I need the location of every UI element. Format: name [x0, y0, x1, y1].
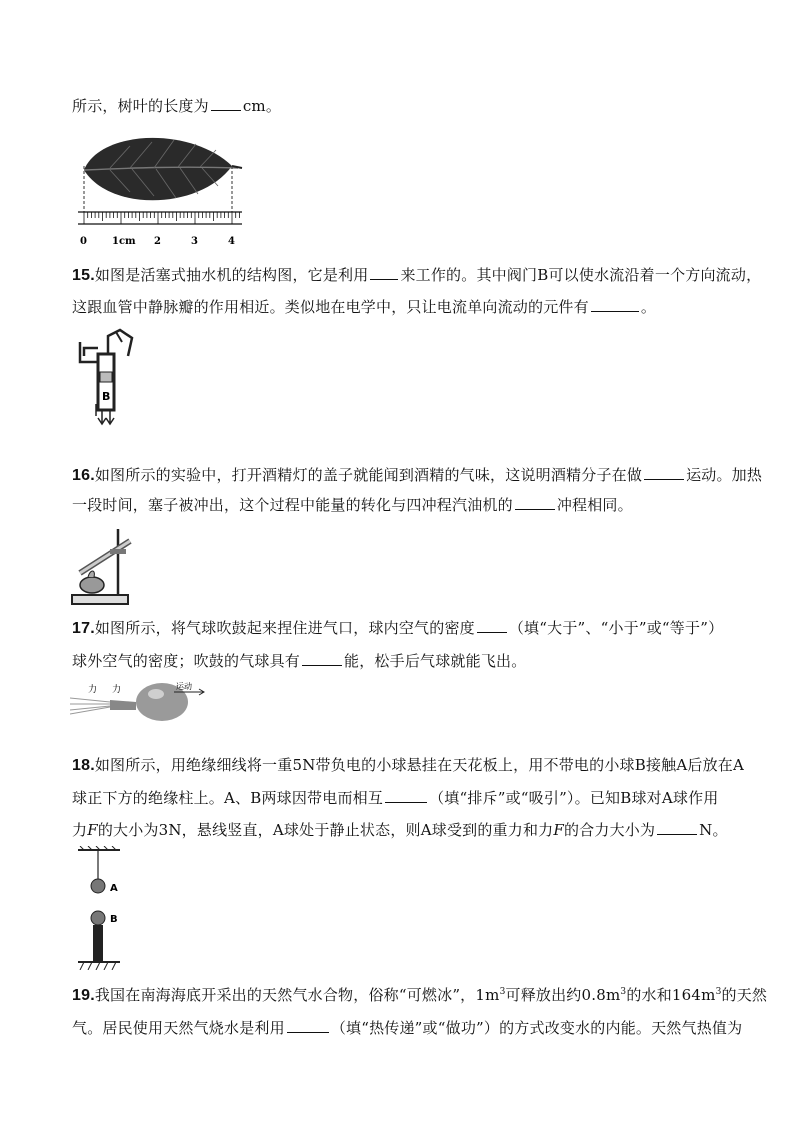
ruler-label-2: 2 — [154, 236, 161, 247]
q14-text — [72, 96, 281, 116]
force-label-1: 力 — [88, 685, 98, 695]
ruler-label-4: 4 — [228, 236, 235, 247]
q18-line3 — [72, 820, 728, 840]
q18-line2 — [72, 788, 719, 808]
valve-b-label: B — [102, 390, 111, 403]
q16-number: 16. — [72, 467, 95, 484]
ball-a-label: A — [110, 883, 118, 894]
q19-sup-3: 3 — [715, 987, 722, 997]
q18-text-f: 的合力大小为 — [563, 821, 656, 839]
q16-answer-blank-1[interactable] — [644, 465, 684, 480]
pump-figure — [76, 328, 140, 428]
q15-line1 — [72, 265, 761, 286]
q17-line1 — [72, 618, 723, 639]
force-label-2: 力 — [112, 685, 122, 695]
q19-text-d: 的天然 — [721, 986, 768, 1004]
q14-text-b: cm。 — [242, 97, 282, 115]
q18-answer-blank-2[interactable] — [657, 820, 697, 835]
ruler-label-1cm: 1cm — [112, 236, 136, 247]
q19-number: 19. — [72, 987, 95, 1004]
q15-number: 15. — [72, 267, 95, 284]
q19-text-f: （填“热传递”或“做功”）的方式改变水的内能。天然气热值为 — [330, 1019, 743, 1037]
q19-sup-1: 3 — [499, 987, 506, 997]
q15-text-d: 。 — [640, 298, 657, 316]
q19-text-b: 可释放出约0.8m — [505, 986, 621, 1004]
charged-balls-figure — [74, 846, 134, 970]
q16-text-c: 一段时间，塞子被冲出，这个过程中能量的转化与四冲程汽油机的 — [72, 496, 513, 514]
q16-text-b: 运动。加热 — [686, 466, 763, 484]
q15-line2 — [72, 297, 656, 317]
q19-answer-blank[interactable] — [287, 1018, 329, 1033]
q19-line2 — [72, 1018, 742, 1038]
ball-b-label: B — [110, 914, 118, 925]
q18-text-a: 如图所示，用绝缘细线将一重5N带负电的小球悬挂在天花板上，用不带电的小球B接触A后放在A — [94, 756, 745, 774]
q16-text-a: 如图所示的实验中，打开酒精灯的盖子就能闻到酒精的气味，这说明酒精分子在做 — [94, 466, 643, 484]
q18-text-c: （填“排斥”或“吸引”）。已知B球对A球作用 — [429, 789, 719, 807]
balloon-figure — [70, 680, 210, 730]
q14-answer-blank[interactable] — [211, 96, 241, 111]
q17-text-c: 球外空气的密度；吹鼓的气球具有 — [72, 652, 301, 670]
q16-line1 — [72, 465, 762, 486]
q17-text-b: （填“大于”、“小于”或“等于”） — [508, 619, 724, 637]
ruler-label-3: 3 — [191, 236, 198, 247]
q16-text-d: 冲程相同。 — [556, 496, 633, 514]
q15-text-a: 如图是活塞式抽水机的结构图，它是利用 — [94, 266, 369, 284]
q14-text-a: 所示，树叶的长度为 — [72, 97, 209, 115]
q17-text-d: 能，松手后气球就能飞出。 — [344, 652, 527, 670]
ruler — [78, 212, 242, 224]
leaf-ruler-figure — [70, 128, 250, 250]
q18-number: 18. — [72, 757, 95, 774]
q15-answer-blank-2[interactable] — [591, 297, 639, 312]
q18-line1 — [72, 755, 744, 776]
q19-text-e: 气。居民使用天然气烧水是利用 — [72, 1019, 285, 1037]
q19-line1 — [72, 985, 767, 1006]
q17-line2 — [72, 651, 526, 671]
q17-answer-blank-1[interactable] — [477, 618, 507, 633]
motion-label: 运动 — [176, 682, 192, 691]
force-f-symbol-2: F — [553, 821, 564, 839]
q19-text-a: 我国在南海海底开采出的天然气水合物，俗称“可燃冰”，1m — [94, 986, 500, 1004]
q17-answer-blank-2[interactable] — [302, 651, 342, 666]
ruler-label-0: 0 — [80, 236, 87, 247]
q15-text-c: 这跟血管中静脉瓣的作用相近。类似地在电学中，只让电流单向流动的元件有 — [72, 298, 589, 316]
q18-text-e: 的大小为3N，悬线竖直，A球处于静止状态，则A球受到的重力和力 — [97, 821, 554, 839]
q17-number: 17. — [72, 620, 95, 637]
q18-text-g: N。 — [699, 821, 728, 839]
q15-answer-blank-1[interactable] — [370, 265, 398, 280]
alcohol-lamp-figure — [70, 525, 136, 607]
q16-answer-blank-2[interactable] — [515, 495, 555, 510]
q16-line2 — [72, 495, 633, 515]
q18-text-b: 球正下方的绝缘柱上。A、B两球因带电而相互 — [72, 789, 384, 807]
q18-text-d: 力 — [72, 821, 88, 839]
force-f-symbol-1: F — [87, 821, 98, 839]
q19-text-c: 的水和164m — [626, 986, 716, 1004]
q17-text-a: 如图所示，将气球吹鼓起来捏住进气口，球内空气的密度 — [94, 619, 475, 637]
q15-text-b: 来工作的。其中阀门B可以使水流沿着一个方向流动， — [400, 266, 762, 284]
q18-answer-blank-1[interactable] — [385, 788, 427, 803]
leaf-image — [84, 138, 242, 200]
q19-sup-2: 3 — [620, 987, 627, 997]
